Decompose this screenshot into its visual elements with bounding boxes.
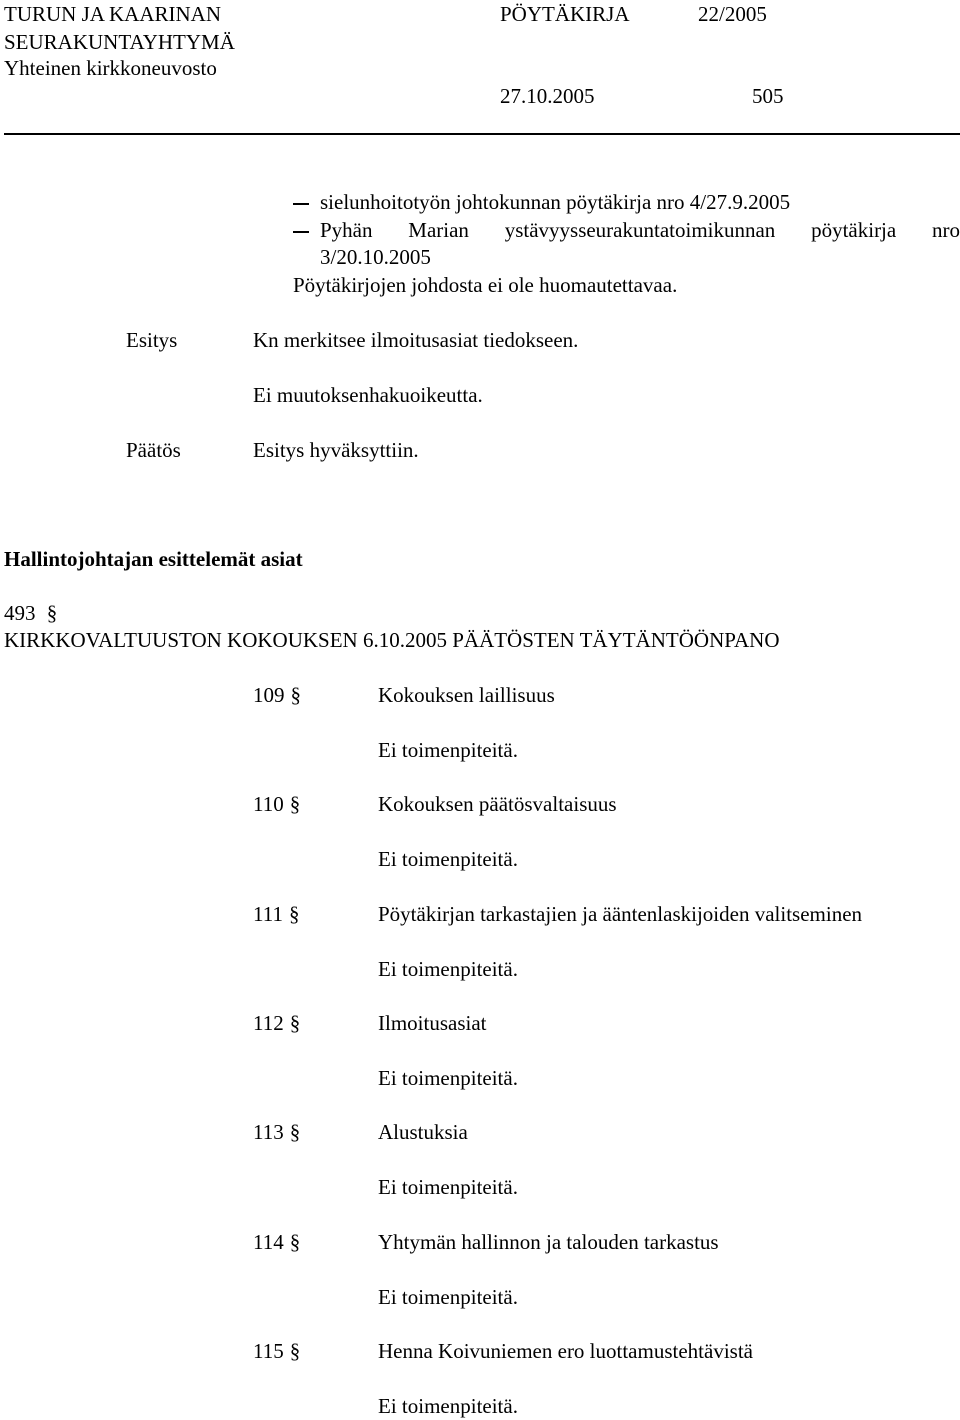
item-number-value: 114 — [253, 1230, 284, 1254]
list-item-1: sielunhoitotyön johtokunnan pöytäkirja nro 4/27.9.2005 — [320, 190, 791, 214]
list-item-2-word: nro — [931, 218, 960, 242]
org-name-line1: TURUN JA KAARINAN — [4, 2, 222, 26]
item-number — [253, 794, 300, 815]
appeal-text: Ei muutoksenhakuoikeutta. — [253, 383, 483, 407]
org-name-line3: Yhteinen kirkkoneuvosto — [4, 56, 217, 80]
list-item-2-continuation: 3/20.10.2005 — [320, 245, 431, 269]
item-title: Yhtymän hallinnon ja talouden tarkastus — [378, 1230, 719, 1254]
list-item-2-word: ystävyysseurakuntatoimikunnan — [504, 218, 776, 242]
section-sign: § — [289, 1011, 301, 1035]
decision-label: Päätös — [126, 438, 181, 462]
section-sign: § — [289, 792, 301, 816]
item-number — [253, 1232, 300, 1253]
list-item-2 — [320, 220, 960, 241]
meeting-date: 27.10.2005 — [500, 84, 595, 108]
item-action: Ei toimenpiteitä. — [378, 1394, 518, 1418]
item-number — [253, 904, 299, 925]
item-action: Ei toimenpiteitä. — [378, 957, 518, 981]
proposal-label: Esitys — [126, 328, 178, 352]
page-number: 505 — [752, 84, 784, 108]
item-number-value: 115 — [253, 1339, 284, 1363]
item-number — [253, 1341, 300, 1362]
case-number — [4, 603, 57, 624]
list-note: Pöytäkirjojen johdosta ei ole huomautettavaa. — [293, 273, 678, 297]
item-action: Ei toimenpiteitä. — [378, 1285, 518, 1309]
item-title: Henna Koivuniemen ero luottamustehtävistä — [378, 1339, 753, 1363]
item-number — [253, 1013, 300, 1034]
item-title: Pöytäkirjan tarkastajien ja ääntenlaskijoiden valitseminen — [378, 902, 863, 926]
item-number-value: 111 — [253, 902, 283, 926]
doc-number: 22/2005 — [698, 2, 767, 26]
item-number-value: 113 — [253, 1120, 284, 1144]
proposal-text: Kn merkitsee ilmoitusasiat tiedokseen. — [253, 328, 579, 352]
item-title: Kokouksen päätösvaltaisuus — [378, 792, 617, 816]
item-action: Ei toimenpiteitä. — [378, 738, 518, 762]
section-sign: § — [290, 683, 301, 707]
item-title: Kokouksen laillisuus — [378, 683, 555, 707]
section-sign: § — [289, 1230, 301, 1254]
list-item-2-word: Pyhän — [320, 218, 373, 242]
list-item-2-word: Marian — [408, 218, 469, 242]
section-title: Hallintojohtajan esittelemät asiat — [4, 547, 303, 571]
item-title: Ilmoitusasiat — [378, 1011, 487, 1035]
item-number-value: 110 — [253, 792, 284, 816]
doc-type: PÖYTÄKIRJA — [500, 2, 630, 26]
case-title: KIRKKOVALTUUSTON KOKOUKSEN 6.10.2005 PÄÄTÖSTEN TÄYTÄNTÖÖNPANO — [4, 628, 780, 652]
item-number — [253, 1122, 300, 1143]
item-number — [253, 685, 301, 706]
item-action: Ei toimenpiteitä. — [378, 1175, 518, 1199]
case-number-value: 493 — [4, 601, 36, 625]
section-sign: § — [289, 1339, 301, 1363]
item-title: Alustuksia — [378, 1120, 468, 1144]
item-action: Ei toimenpiteitä. — [378, 847, 518, 871]
list-item-2-word: pöytäkirja — [811, 218, 897, 242]
org-name-line2: SEURAKUNTAYHTYMÄ — [4, 30, 235, 54]
header-rule — [4, 133, 960, 135]
item-action: Ei toimenpiteitä. — [378, 1066, 518, 1090]
item-number-value: 112 — [253, 1011, 284, 1035]
decision-text: Esitys hyväksyttiin. — [253, 438, 419, 462]
section-sign: § — [288, 902, 300, 926]
list-dash-2 — [293, 231, 309, 233]
item-number-value: 109 — [253, 683, 285, 707]
section-sign: § — [289, 1120, 301, 1144]
list-dash-1 — [293, 203, 309, 205]
section-sign: § — [46, 601, 58, 625]
